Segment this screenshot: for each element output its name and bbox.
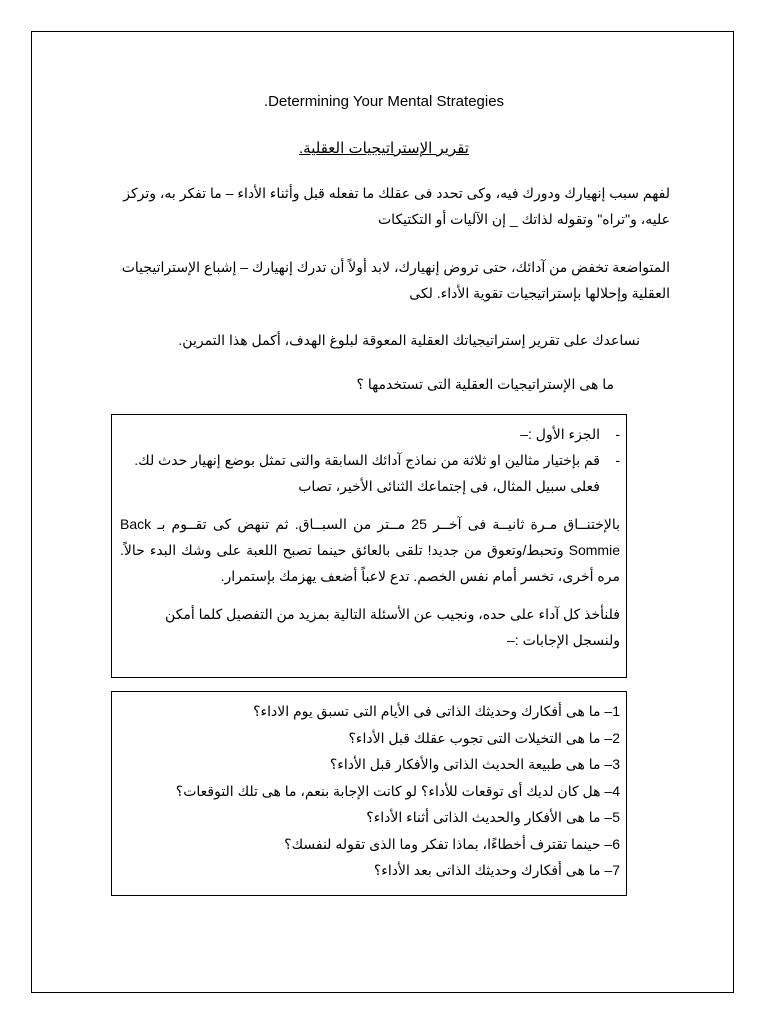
item-number: 1 <box>612 703 620 719</box>
intro-paragraph-2: المتواضعة تخفض من آدائك، حتى تروض إنهيارك، لابد أولاً أن تدرك إنهيارك – إشباع الإستراتيجيات العقلية وإحلالها بإستراتيجيات تقوية الأداء. لكى <box>121 259 670 301</box>
english-title: .Determining Your Mental Strategies <box>263 93 505 110</box>
item-number: 7 <box>612 862 620 878</box>
item-text: – ما هى أفكارك وحديثك الذاتى فى الأيام التى تسبق يوم الاداء؟ <box>253 703 613 719</box>
item-text: – ما هى أفكارك وحديثك الذاتى بعد الأداء؟ <box>373 862 613 878</box>
example-paragraph: بالإختنــاق مـرة ثانيــة فى آخــر 25 مــتر من السبــاق. ثم تنهض كى تقــوم بـ Back Sommie وتحبط/وتعوق من جديد! تلقى بالعائق حينما تصبح اللعبة على وشك البدء حالاً. مره أخرى، تخسر أمام نفس الخصم. تدع لاعباً أضعف يهزمك بإستمرار. <box>120 516 621 584</box>
item-number: 2 <box>612 729 620 746</box>
list-item <box>120 857 620 884</box>
closing-paragraph: فلنأخذ كل آداء على حده، ونجيب عن الأسئلة التالية بمزيد من التفصيل كلما أمكن ولنسجل الإجابات :– <box>164 606 620 648</box>
arabic-title: تقرير الإستراتيجيات العقلية. <box>299 140 469 157</box>
item-number: 3 <box>612 756 620 772</box>
item-number: 6 <box>612 835 620 852</box>
list-item <box>120 698 620 725</box>
item-text: – ما هى التخيلات التى تجوب عقلك قبل الأداء؟ <box>348 729 613 746</box>
intro-paragraph-3: نساعدك على تقرير إستراتيجياتك العقلية المعوقة لبلوغ الهدف، أكمل هذا التمرين. <box>178 332 640 348</box>
list-item <box>120 804 620 831</box>
instruction-bullet <box>120 447 620 499</box>
intro-paragraph-1: لفهم سبب إنهيارك ودورك فيه، وكى تحدد فى عقلك ما تفعله قبل وأثناء الأداء – ما تفكر به، وتركز عليه، و"تراه" وتقوله لذاتك _ إن الآليات أو التكتيكات <box>123 185 670 227</box>
part-one-box <box>111 414 627 678</box>
item-number: 4 <box>612 782 620 799</box>
list-item <box>120 751 620 778</box>
list-item <box>120 831 620 858</box>
instruction-text: قم بإختيار مثالين او ثلاثة من نماذج آدائك السابقة والتى تمثل بوضع إنهيار حدث لك. فعلى سبيل المثال، فى إجتماعك الثنائى الأخير، تصاب <box>134 452 600 494</box>
main-question: ما هى الإستراتيجيات العقلية التى تستخدمها ؟ <box>356 376 614 392</box>
part-label-bullet <box>120 421 620 447</box>
item-text: – هل كان لديك أى توقعات للأداء؟ لو كانت الإجابة بنعم، ما هى تلك التوقعات؟ <box>175 782 613 799</box>
item-text: – ما هى طبيعة الحديث الذاتى والأفكار قبل الأداء؟ <box>329 756 613 772</box>
bullet-dash: - <box>615 426 620 442</box>
questions-box <box>111 691 627 896</box>
part-label: الجزء الأول :– <box>520 426 600 442</box>
list-item <box>120 725 620 752</box>
list-item <box>120 778 620 805</box>
bullet-dash: - <box>615 452 620 468</box>
item-text: – حينما تقترف أخطاءًا، بماذا تفكر وما الذى تقوله لنفسك؟ <box>284 835 613 852</box>
item-text: – ما هى الأفكار والحديث الذاتى أثناء الأداء؟ <box>366 809 613 825</box>
item-number: 5 <box>612 809 620 825</box>
